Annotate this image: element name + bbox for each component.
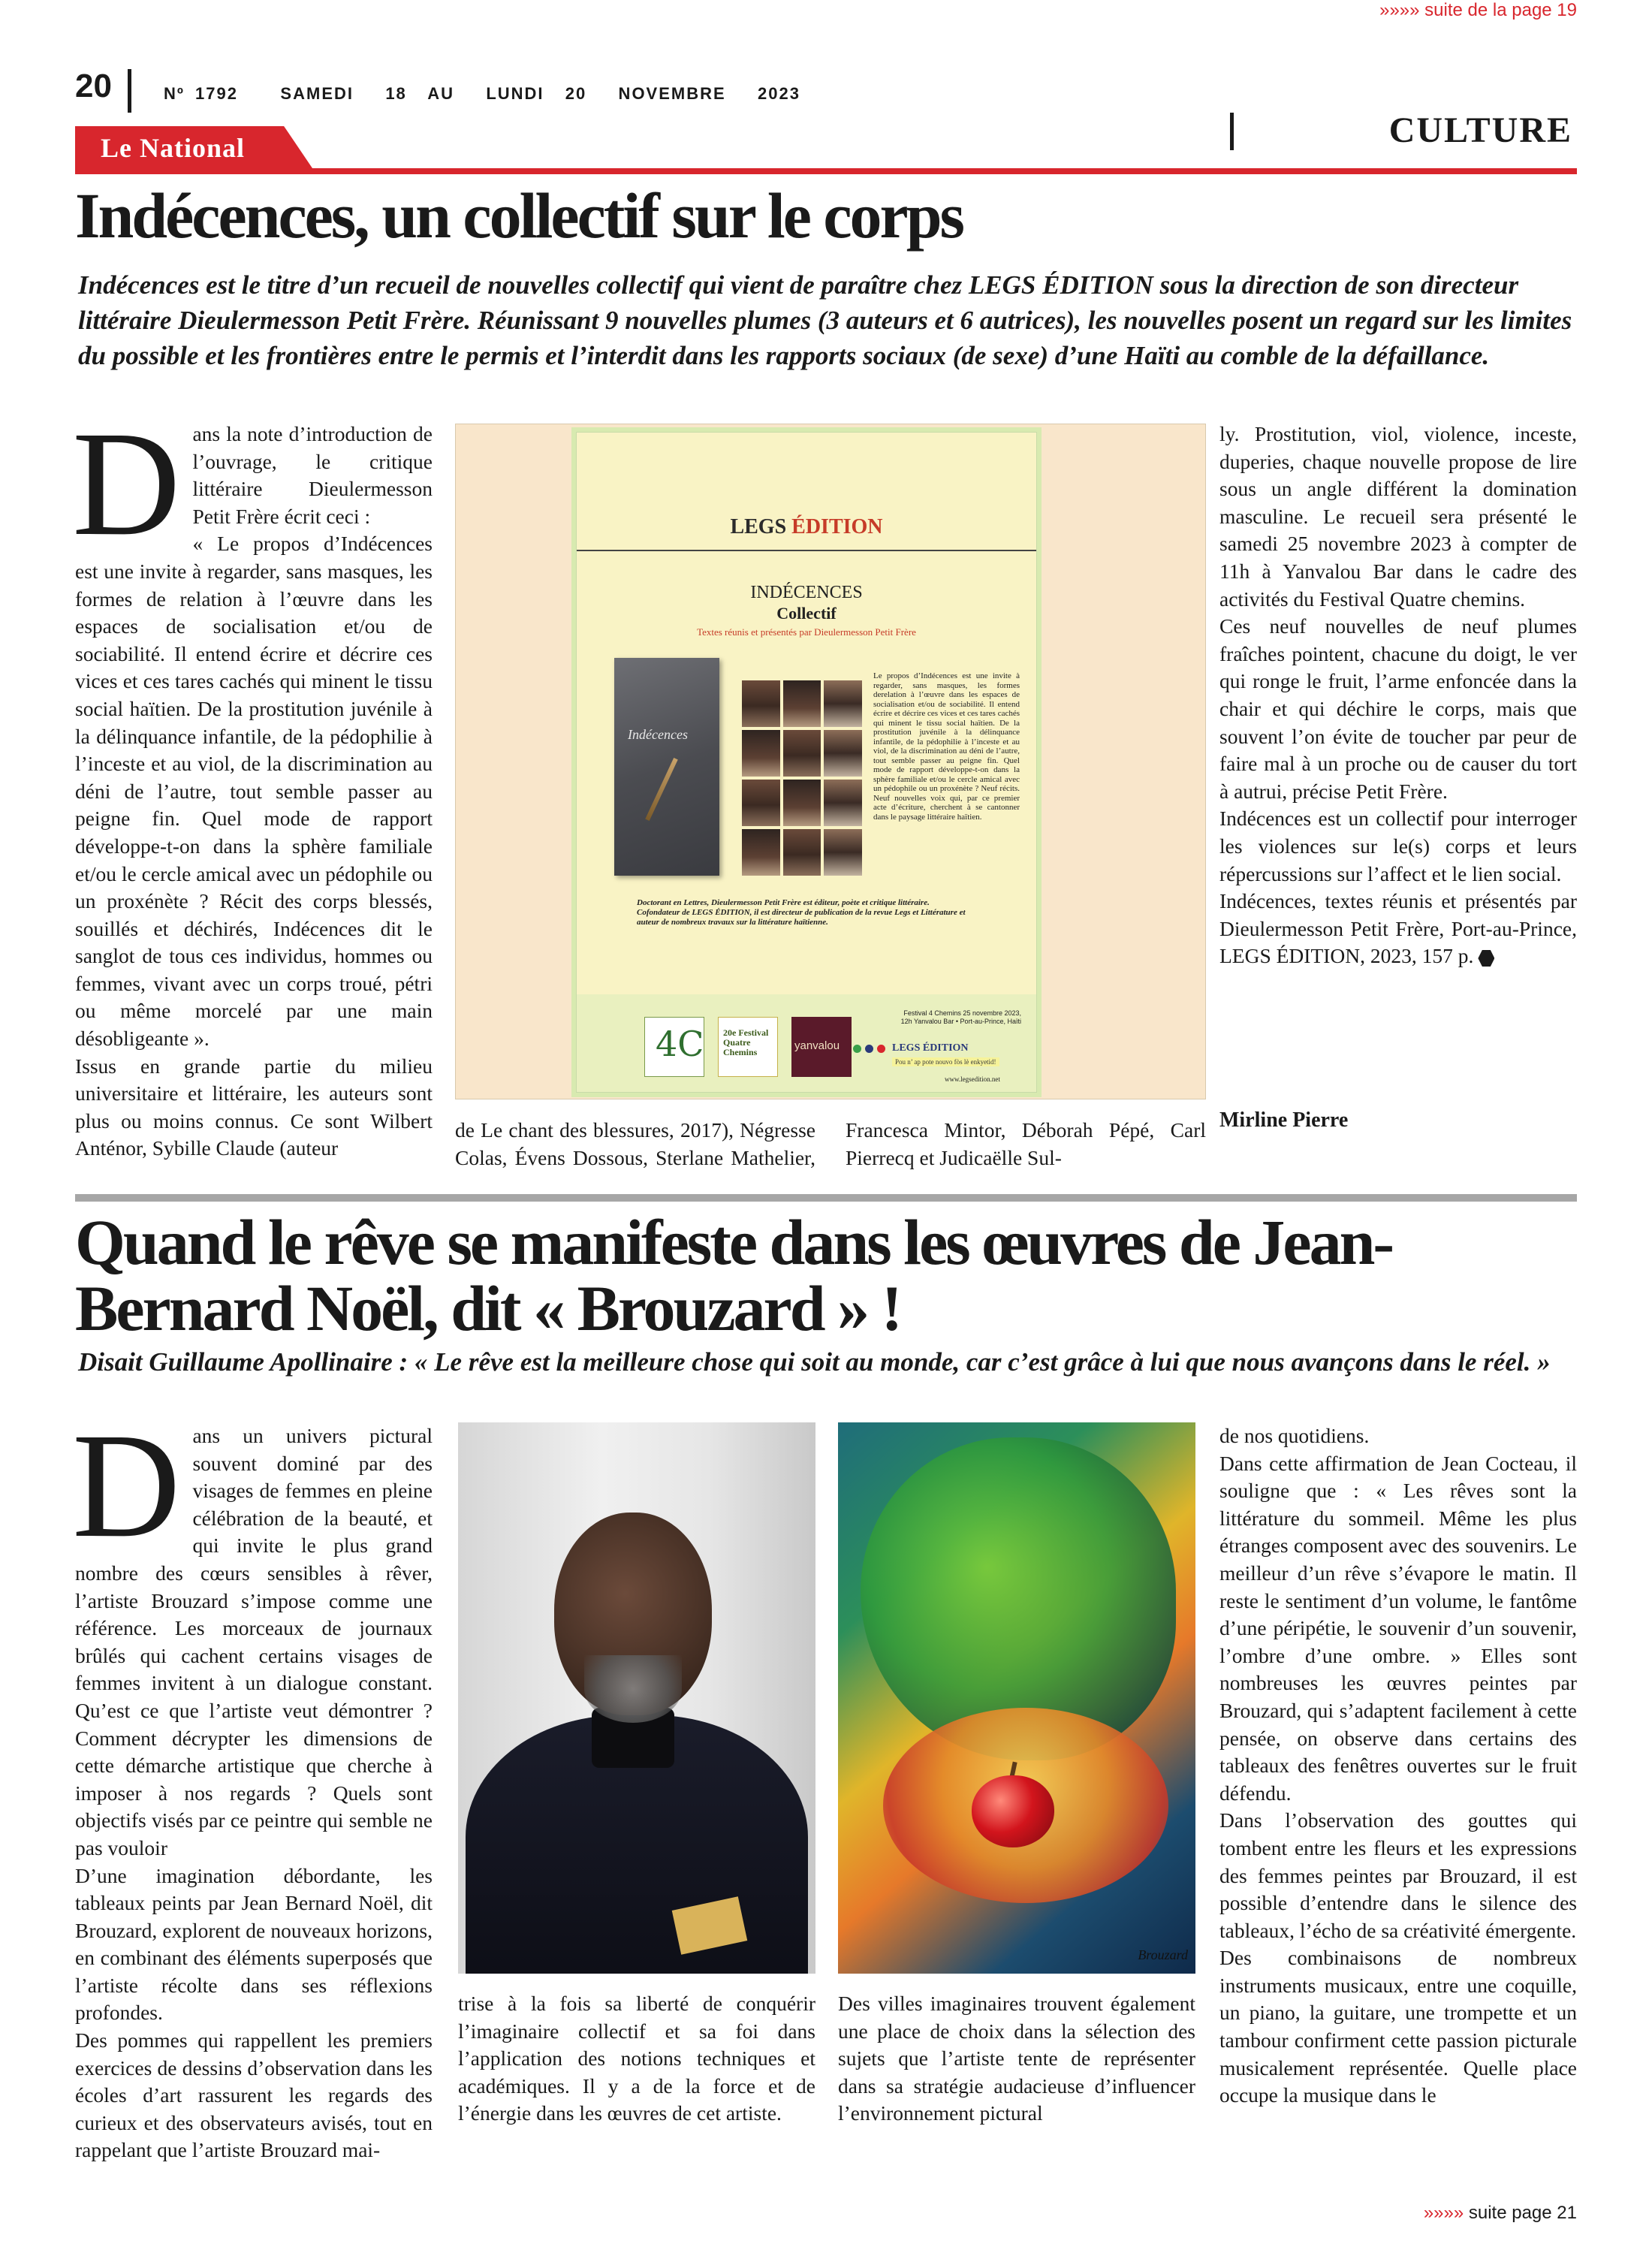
poster-footer — [577, 994, 1036, 1092]
article1-paragraph: « Le propos d’Indécences est une invite à regarder, sans masques, les formes de relation à l’œuvre dans les espaces de socialisation et/ou de sociabilité. Il entend écrire et décrire ces vices et ces tares cachés qui minent le tissu social haïtien. De la prostitution juvénile à la délinquance infantile, de la pédophilie à l’inceste et au viol, de la discrimination au déni de l’autre, tout semble passer au peigne fin. Quel mode de rapport développe-t-on dans la sphère familiale et/ou le cercle amical avec un pédophile ou un proxénète ? Récit des corps blessés, souillés et déchirés, Indécences dit le sanglot de tous ces individus, hommes ou femmes, vivant avec un corps troué, pétri ou même morcelé par une main désobligeante ». — [75, 532, 433, 1051]
article2-paragraph: trise à la fois sa liberté de conquérir l’imaginaire collectif et sa foi dans l’application des notions techniques et académiques. Il y a de la force et de l’énergie dans les œuvres de cet artiste. — [458, 1992, 815, 2125]
section-title: CULTURE — [1388, 110, 1572, 150]
continuation-text: suite page 21 — [1468, 2203, 1577, 2223]
poster-footer-tag: Pou n’ ap pote nouvo fòs lè enkyetid! — [892, 1057, 999, 1066]
page-number-divider — [128, 69, 131, 113]
painting-signature: Brouzard — [1138, 1947, 1188, 1962]
author-photo — [742, 780, 780, 826]
article1-paragraph: ans la note d’introduction de l’ouvrage, le critique littéraire Dieulermesson Petit Frère écrit ceci : — [192, 422, 433, 528]
section-divider — [1230, 113, 1234, 150]
end-of-article-icon — [1478, 950, 1494, 967]
article1-author: Mirline Pierre — [1219, 1108, 1349, 1132]
article1-paragraph: Issus en grande partie du milieu universitaire et littéraire, les auteurs sont plus ou moins connus. Ce sont Wilbert Anténor, Sybille Claude (auteur — [75, 1054, 433, 1160]
association-logo — [644, 1017, 704, 1077]
article1-paragraph: Ces neuf nouvelles de neuf plumes fraîches pointent, chacune du doigt, le ver qui ronge le fruit, l’arme enfoncée dans la chair et qui déchire le corps, mais que souvent l’on évite de toucher par peur de faire mal à un proche ou de causer du tort à autrui, précise Petit Frère. — [1219, 614, 1577, 803]
book-cover-image — [614, 658, 719, 876]
article1-reference: Indécences, textes réunis et présentés par Dieulermesson Petit Frère, Port-au-Prince, LEGS ÉDITION, 2023, 157 p. — [1219, 889, 1577, 968]
article2-paragraph: D’une imagination débordante, les tableaux peints par Jean Bernard Noël, dit Brouzard, explorent de nouveaux horizons, en combinant des éléments superposés que l’artiste récolte dans ses réflexions profondes. — [75, 1863, 433, 2025]
article1-column-4 — [1219, 421, 1577, 970]
header-rule — [75, 168, 1577, 174]
painting-apple — [972, 1775, 1054, 1847]
book-cover-art — [645, 758, 677, 821]
author-photo — [824, 680, 862, 727]
author-photo — [742, 829, 780, 876]
author-photo — [824, 829, 862, 876]
legs-logo-dot — [877, 1045, 885, 1053]
artist-portrait-photo — [458, 1422, 815, 1974]
book-cover-label: Indécences — [628, 727, 688, 742]
poster-footer-url: www.legsedition.net — [945, 1075, 1000, 1083]
article2-paragraph: Des villes imaginaires trouvent également une place de choix dans la sélection des sujets que l’artiste tente de représenter dans sa stratégie audacieuse d’influencer l’environnement pictural — [838, 1992, 1195, 2125]
poster-book-title: INDÉCENCES — [750, 583, 863, 602]
article2-lede: Disait Guillaume Apollinaire : « Le rêve est la meilleure chose qui soit au monde, car c’est grâce à lui que nous avançons dans le réel. » — [78, 1347, 1551, 1377]
author-photo — [824, 730, 862, 777]
artist-beard — [584, 1655, 682, 1723]
authors-photo-grid — [742, 680, 862, 876]
article1-paragraph: de Le chant des blessures, 2017), Négresse Colas, Évens Dossous, Sterlane Mathelier, Francesca Mintor, Déborah Pépé, Carl Pierrecq et Judicaëlle Sul- — [455, 1118, 1206, 1169]
painting-image — [838, 1422, 1195, 1974]
legs-logo-dot — [865, 1045, 873, 1053]
article1-lede: Indécences est le titre d’un recueil de nouvelles collectif qui vient de paraître chez LEGS ÉDITION sous la direction de son directeur littéraire Dieulermesson Petit Frère. Réunissant 9 nouvelles plumes (3 auteurs et 6 autrices), les nouvelles posent un regard sur les limites du possible et les frontières entre le permis et l’interdit dans les rapports sociaux (de sexe) d’une Haïti au comble de la défaillance. — [78, 270, 1572, 370]
article1-dropcap: D — [72, 401, 181, 567]
continuation-arrows: »»»» — [1423, 2203, 1469, 2223]
festival-logo-text: 20e Festival Quatre Chemins — [723, 1027, 769, 1057]
poster-publisher — [577, 515, 1036, 539]
article2-dropcap: D — [72, 1403, 181, 1569]
article2-paragraph: de nos quotidiens. — [1219, 1424, 1370, 1447]
page-number: 20 — [75, 68, 112, 104]
poster-credit: Doctorant en Lettres, Dieulermesson Petit Frère est éditeur, poète et critique littéraire. Cofondateur de LEGS ÉDITION, il est directeur de publication de la revue Legs et Littérature et auteur de nombreux travaux sur la littérature haïtienne. — [637, 898, 966, 927]
issue-info: Nº 1792 SAMEDI 18 AU LUNDI 20 NOVEMBRE 2023 — [164, 84, 800, 103]
yanvalou-logo — [791, 1017, 852, 1077]
brand-name: Le National — [101, 133, 246, 163]
author-photo — [742, 680, 780, 727]
poster-blurb: Le propos d’Indécences est une invite à regarder, sans masques, les formes derelation à l’œuvre dans les espaces de socialisation et/ou de sociabilité. Il entend écrire et décrire ces vices et ces tares cachés qui minent le tissu social haïtien. De la prostitution juvénile à la délinquance infantile, de la pédophilie à l’inceste et au viol, de la discrimination au déni de l’autre, tout semble passer au peigne fin. Quel mode de rapport développe-t-on dans la sphère familiale et/ou le cercle amical avec un pédophile ou un proxénète ? Neuf récits. Neuf nouvelles voix qui, par ce premier acte d’écriture, cherchent à se cantonner dans le paysage littéraire haïtien. — [873, 671, 1020, 822]
article1-title: Indécences, un collectif sur le corps — [75, 179, 963, 252]
article2-paragraph: ans un univers pictural souvent dominé par des visages de femmes en pleine célébration de la beauté, et qui invite le plus grand nombre des cœurs sensibles à rêver, l’artiste Brouzard s’impose comme une référence. Les morceaux de journaux brûlés qui cachent certains visages de femmes invitent à un dialogue constant. Qu’est ce que l’artiste veut démontrer ? Comment décrypter les dimensions de cette démarche artistique que cherche à imposer à nos regards ? Quels sont objectifs visés par ce peintre qui semble ne pas vouloir — [75, 1424, 433, 1859]
author-photo — [783, 829, 821, 876]
poster-publisher-name: LEGS — [730, 515, 792, 538]
article1-column-1 — [72, 401, 433, 1163]
author-photo — [783, 780, 821, 826]
article1-paragraph: Indécences est un collectif pour interroger les violences sur le(s) corps et leurs répercussions sur l’affect et le lien social. — [1219, 807, 1577, 885]
article2-paragraph: Dans cette affirmation de Jean Cocteau, il souligne que : « Les rêves sont la littérature du sommeil. Même les plus étranges composent avec des souvenirs. Le meilleur d’un rêve s’évapore le matin. Il reste le sentiment d’un volume, le fantôme d’une péripétie, le souvenir d’un souvenir, l’ombre d’une ombre. » Elles sont nombreuses les œuvres peintes par Brouzard, qui s’adaptent facilement à cette pensée, on observe dans certains des tableaux des fenêtres ouvertes sur le fruit défendu. — [1219, 1451, 1577, 1805]
article2-title: Quand le rêve se manifeste dans les œuvres de Jean-Bernard Noël, dit « Brouzard » ! — [75, 1206, 1393, 1344]
article2-paragraph: Des combinaisons de nombreux instruments musicaux, entre une coquille, un piano, la guitare, une trompette et un tambour confirment cette passion picturale musicalement représentée. Quelle place occupe la musique dans le — [1219, 1946, 1577, 2107]
article1-paragraph — [1219, 888, 1577, 970]
poster-collectif: Collectif — [776, 604, 837, 623]
yanvalou-logo-text: yanvalou — [794, 1039, 840, 1052]
poster-publisher-edition: ÉDITION — [791, 515, 883, 538]
article1-paragraph: ly. Prostitution, viol, violence, inceste, duperies, chaque nouvelle propose de lire sous un angle différent la domination masculine. Le recueil sera présenté le samedi 25 novembre 2023 à compter de 11h à Yanvalou Bar dans le cadre des activités du Festival Quatre chemins. — [1219, 422, 1577, 611]
author-photo — [824, 780, 862, 826]
author-photo — [783, 730, 821, 777]
association-logo-glyph: 4C — [656, 1024, 704, 1064]
article2-column-1 — [72, 1403, 433, 2164]
legs-logo-dot — [853, 1045, 861, 1053]
festival-logo — [718, 1017, 778, 1077]
top-continuation-link[interactable]: »»»» suite de la page 19 — [1379, 0, 1577, 20]
article1-continuation — [455, 1117, 1206, 1172]
author-photo — [783, 680, 821, 727]
article2-column-4 — [1219, 1422, 1577, 2110]
article2-column-3 — [838, 1990, 1195, 2128]
article2-paragraph: Des pommes qui rappellent les premiers exercices de dessins d’observation dans les écoles d’art rassurent les regards des curieux et des observateurs avisés, tout en rappelant que l’artiste Brouzard mai- — [75, 2028, 433, 2162]
poster-divider — [577, 550, 1036, 551]
article2-column-2 — [458, 1990, 815, 2128]
poster-footer-info: Festival 4 Chemins 25 novembre 2023, 12h Yanvalou Bar • Port-au-Prince, Haïti — [900, 1009, 1021, 1025]
poster-panel — [576, 432, 1037, 1093]
article2-paragraph: Dans l’observation des gouttes qui tombent entre les fleurs et les expressions des femmes peintes par Brouzard, il est possible d’entendre dans le silence des tableaux, l’écho de sa créativité émergente. — [1219, 1808, 1577, 1942]
poster-footer-brand: LEGS ÉDITION — [892, 1042, 969, 1054]
poster-subline: Textes réunis et présentés par Dieulermesson Petit Frère — [697, 626, 916, 638]
article-separator — [75, 1194, 1577, 1202]
author-photo — [742, 730, 780, 777]
bottom-continuation-link[interactable] — [1424, 2203, 1577, 2224]
book-poster — [455, 424, 1206, 1099]
